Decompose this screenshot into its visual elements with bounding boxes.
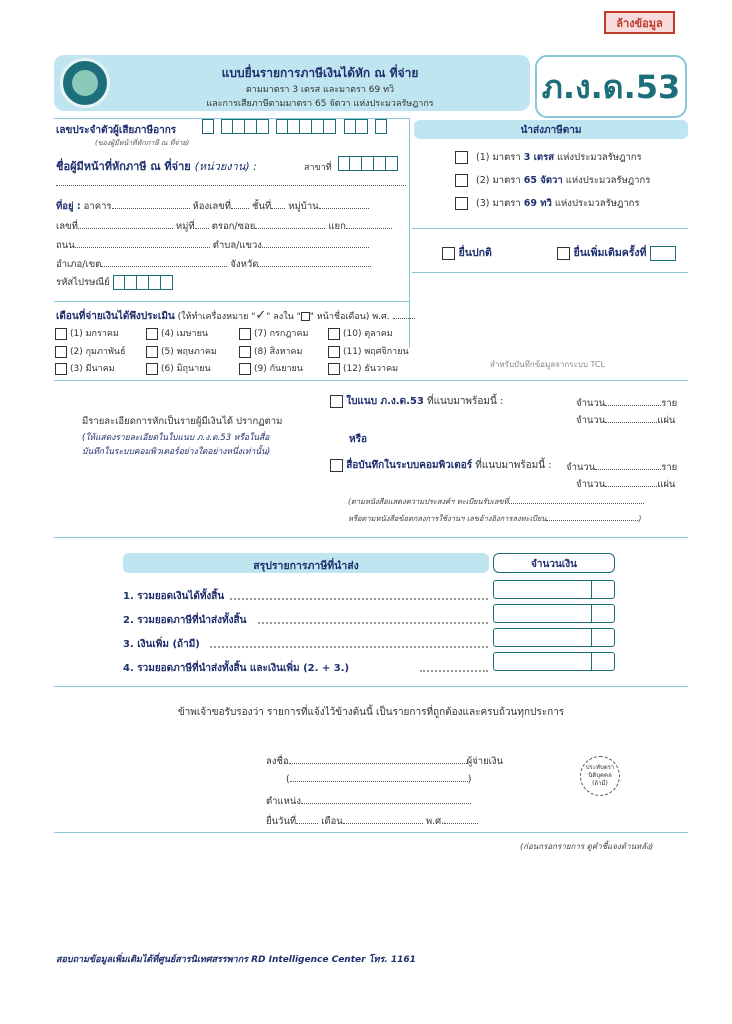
footer-contact: สอบถามข้อมูลเพิ่มเติมได้ที่ศูนย์สารนิเทศสรรพากร RD Intelligence Center โทร. 1161 xyxy=(56,955,416,965)
option-1-post: แห่งประมวลรัษฎากร xyxy=(557,152,642,163)
village-label: หมู่บ้าน xyxy=(288,201,319,212)
position-label: ตำแหน่ง xyxy=(266,796,302,807)
attachment-2-qty-1 xyxy=(566,460,677,475)
date-year-input[interactable] xyxy=(444,823,478,824)
month-4[interactable] xyxy=(146,326,208,340)
signature-row xyxy=(266,754,503,769)
soi-input[interactable] xyxy=(255,228,325,229)
month-5[interactable] xyxy=(146,344,217,358)
additional-filing-input[interactable] xyxy=(650,246,676,261)
surcharge-input[interactable] xyxy=(493,628,615,647)
registration-note-1 xyxy=(348,496,644,508)
summary-dots-2 xyxy=(258,622,488,624)
option-2-bold: 65 จัตวา xyxy=(523,175,563,186)
month-6-label: (6) มิถุนายน xyxy=(161,364,211,374)
soi-label: ตรอก/ซอย xyxy=(211,221,256,232)
month-9-label: (9) กันยายน xyxy=(254,364,303,374)
month-2[interactable] xyxy=(55,344,126,358)
road-input[interactable] xyxy=(75,247,210,248)
registration-number-input[interactable] xyxy=(509,503,644,504)
rd-logo xyxy=(60,58,110,108)
option-3-num: (3) xyxy=(476,198,490,209)
province-input[interactable] xyxy=(258,266,371,267)
date-row xyxy=(266,814,478,829)
postcode-input[interactable] xyxy=(113,277,173,288)
month-hint-a: (ให้ทำเครื่องหมาย " xyxy=(177,312,256,322)
summary-dots-3 xyxy=(210,646,488,648)
month-hint-c: " หน้าชื่อเดือน) พ.ศ. xyxy=(309,312,390,322)
qty-label: จำนวน xyxy=(576,415,606,426)
normal-filing-label: ยื่นปกติ xyxy=(458,247,492,259)
month-9[interactable] xyxy=(239,361,303,375)
room-input[interactable] xyxy=(231,208,249,209)
month-header xyxy=(56,308,415,324)
option-1-bold: 3 เตรส xyxy=(523,152,555,163)
qty-label: จำนวน xyxy=(576,398,606,409)
payer-name-unit: (หน่วยงาน) : xyxy=(194,160,257,173)
number-label: เลขที่ xyxy=(56,221,78,232)
seal-line-3: (ถ้ามี) xyxy=(592,780,608,787)
month-5-label: (5) พฤษภาคม xyxy=(161,347,217,357)
sign-label: ลงชื่อ xyxy=(266,756,289,767)
day-input[interactable] xyxy=(296,823,318,824)
form-subtitle-1: ตามมาตรา 3 เตรส และมาตรา 69 ทวิ xyxy=(245,85,395,95)
check-mark-icon: ✓ xyxy=(255,308,267,323)
month-1-checkbox[interactable] xyxy=(55,328,67,340)
attachment-1-qty-2 xyxy=(576,413,675,428)
month-7[interactable] xyxy=(239,326,308,340)
postcode-row xyxy=(56,275,173,290)
province-label: จังหวัด xyxy=(230,259,259,270)
form-subtitle-2: และการเสียภาษีตามมาตรา 65 จัตวา แห่งประมวลรัษฎากร xyxy=(206,99,434,109)
registration-note-2 xyxy=(348,513,641,525)
attachment-2-qty-2 xyxy=(576,477,675,492)
month-11[interactable] xyxy=(328,344,409,358)
total-income-input[interactable] xyxy=(493,580,615,599)
section-option-2[interactable] xyxy=(455,173,650,188)
floor-input[interactable] xyxy=(271,208,285,209)
attachment-1-qty-1 xyxy=(576,396,677,411)
month-9-checkbox[interactable] xyxy=(239,363,251,375)
month-10-checkbox[interactable] xyxy=(328,328,340,340)
option-3-post: แห่งประมวลรัษฎากร xyxy=(554,198,640,209)
attachment-option-2[interactable] xyxy=(330,458,552,473)
or-label: หรือ xyxy=(349,434,367,445)
registration-ref-input[interactable] xyxy=(546,520,638,521)
additional-filing-checkbox[interactable] xyxy=(557,247,570,260)
summary-row-2-label: 2. รวมยอดภาษีที่นำส่งทั้งสิ้น xyxy=(123,615,247,626)
grand-total-input[interactable] xyxy=(493,652,615,671)
summary-row-3 xyxy=(123,637,200,652)
company-seal xyxy=(580,756,620,796)
address-row-4 xyxy=(56,257,371,272)
month-10-label: (10) ตุลาคม xyxy=(343,329,393,339)
summary-row-1 xyxy=(123,589,224,604)
turn-page-note: (ก่อนกรอกรายการ ดูคำชี้แจงด้านหลัง) xyxy=(520,842,654,851)
date-label: ยื่นวันที่ xyxy=(266,816,297,827)
month-12-label: (12) ธันวาคม xyxy=(343,364,399,374)
payer-name-input[interactable] xyxy=(56,185,406,186)
yaek-input[interactable] xyxy=(346,228,392,229)
option-2-pre: มาตรา xyxy=(492,175,521,186)
moo-label: หมู่ที่ xyxy=(175,221,195,232)
subdistrict-input[interactable] xyxy=(262,247,369,248)
district-label: อำเภอ/เขต xyxy=(56,259,102,270)
tax-id-note: (ของผู้มีหน้าที่หักภาษี ณ ที่จ่าย) xyxy=(95,139,190,147)
month-4-checkbox[interactable] xyxy=(146,328,158,340)
seal-line-1: ประทับตรา xyxy=(585,764,615,771)
month-3-checkbox[interactable] xyxy=(55,363,67,375)
month-5-checkbox[interactable] xyxy=(146,346,158,358)
paren-open: ( xyxy=(286,774,290,785)
postcode-label: รหัสไปรษณีย์ xyxy=(56,277,110,288)
option-1-num: (1) xyxy=(476,152,490,163)
floor-label: ชั้นที่ xyxy=(252,201,272,212)
normal-filing-option[interactable] xyxy=(442,244,492,261)
payer-name-label xyxy=(56,157,257,175)
address-row-2 xyxy=(56,219,392,234)
year-label: พ.ศ. xyxy=(425,816,445,827)
tax-id-input[interactable] xyxy=(202,119,387,134)
month-3[interactable] xyxy=(55,361,115,375)
number-input[interactable] xyxy=(78,228,173,229)
normal-filing-checkbox[interactable] xyxy=(442,247,455,260)
signer-name-row xyxy=(286,774,471,785)
district-input[interactable] xyxy=(101,266,227,267)
form-title: แบบยื่นรายการภาษีเงินได้หัก ณ ที่จ่าย xyxy=(221,66,419,80)
signature-input[interactable] xyxy=(289,763,467,764)
month-title: เดือนที่จ่ายเงินได้พึงประเมิน xyxy=(56,311,175,322)
attachment-1-page-input[interactable] xyxy=(605,422,657,423)
section-3-checkbox[interactable] xyxy=(455,197,468,210)
attachment-desc-1: มีรายละเอียดการหักเป็นรายผู้มีเงินได้ ปรากฏตาม xyxy=(82,416,283,427)
village-input[interactable] xyxy=(319,208,369,209)
amount-header-label: จำนวนเงิน xyxy=(531,559,577,570)
section-option-1[interactable] xyxy=(455,150,642,165)
attachment-media-rest: ที่แนบมาพร้อมนี้ : xyxy=(475,460,552,471)
unit-page-label: แผ่น xyxy=(657,415,676,426)
month-input[interactable] xyxy=(343,823,423,824)
form-code: ภ.ง.ด.53 xyxy=(541,68,681,106)
section-2-checkbox[interactable] xyxy=(455,174,468,187)
attachment-2-rai-input[interactable] xyxy=(595,469,661,470)
month-hint-b: " ลงใน " xyxy=(266,312,301,322)
summary-row-1-label: 1. รวมยอดเงินได้ทั้งสิ้น xyxy=(123,591,225,602)
checkbox-sample-icon xyxy=(301,312,310,321)
moo-input[interactable] xyxy=(195,228,209,229)
option-3-bold: 69 ทวิ xyxy=(523,198,552,209)
attachment-form-label: ใบแนบ ภ.ง.ด.53 xyxy=(346,396,424,407)
tcl-note: สำหรับบันทึกข้อมูลจากระบบ TCL xyxy=(490,360,605,369)
position-row xyxy=(266,794,471,809)
summary-row-4 xyxy=(123,661,349,676)
month-11-label: (11) พฤศจิกายน xyxy=(343,347,409,357)
month-7-label: (7) กรกฎาคม xyxy=(254,329,309,339)
room-label: ห้องเลขที่ xyxy=(192,201,231,212)
registration-note-1-text: (ตามหนังสือแสดงความประสงค์ฯ ทะเบียนรับเลขที่ xyxy=(348,497,509,506)
section-option-3[interactable] xyxy=(455,196,640,211)
paren-close: ) xyxy=(467,774,472,785)
option-3-pre: มาตรา xyxy=(492,198,521,209)
summary-dots-1 xyxy=(230,598,488,600)
signer-name-input[interactable] xyxy=(290,781,468,782)
summary-row-3-label: 3. เงินเพิ่ม (ถ้ามี) xyxy=(123,639,200,650)
month-2-checkbox[interactable] xyxy=(55,346,67,358)
month-8-checkbox[interactable] xyxy=(239,346,251,358)
month-11-checkbox[interactable] xyxy=(328,346,340,358)
additional-filing-label: ยื่นเพิ่มเติมครั้งที่ xyxy=(573,247,647,259)
attachment-desc-2: (ให้แสดงรายละเอียดในใบแนบ ภ.ง.ด.53 หรือในสื่อ xyxy=(82,433,270,443)
month-7-checkbox[interactable] xyxy=(239,328,251,340)
month-label: เดือน xyxy=(321,816,343,827)
year-input[interactable] xyxy=(393,318,415,319)
section-1-checkbox[interactable] xyxy=(455,151,468,164)
option-2-post: แห่งประมวลรัษฎากร xyxy=(565,175,651,186)
address-label: ที่อยู่ : xyxy=(56,201,81,212)
total-tax-input[interactable] xyxy=(493,604,615,623)
tax-id-label: เลขประจำตัวผู้เสียภาษีอากร xyxy=(56,125,177,136)
qty-label: จำนวน xyxy=(576,479,606,490)
summary-dots-4 xyxy=(420,670,488,672)
month-6[interactable] xyxy=(146,361,211,375)
clear-button[interactable]: ล้างข้อมูล xyxy=(604,11,675,34)
payer-label: ผู้จ่ายเงิน xyxy=(466,756,504,767)
road-label: ถนน xyxy=(56,240,75,251)
month-4-label: (4) เมษายน xyxy=(161,329,209,339)
attachment-desc-3: บันทึกในระบบคอมพิวเตอร์อย่างใดอย่างหนึ่งเท่านั้น) xyxy=(82,447,271,457)
summary-row-2 xyxy=(123,613,246,628)
yaek-label: แยก xyxy=(328,221,346,232)
summary-row-4-label: 4. รวมยอดภาษีที่นำส่งทั้งสิ้น และเงินเพิ่ม (2. + 3.) xyxy=(123,663,350,674)
branch-label: สาขาที่ xyxy=(304,163,332,173)
option-1-pre: มาตรา xyxy=(492,152,521,163)
summary-title: สรุปรายการภาษีที่นำส่ง xyxy=(253,560,359,572)
additional-filing-option[interactable] xyxy=(557,244,676,261)
building-input[interactable] xyxy=(112,208,190,209)
month-1[interactable] xyxy=(55,326,119,340)
attachment-media-checkbox[interactable] xyxy=(330,459,343,472)
registration-note-2-end: ) xyxy=(638,514,642,523)
month-12-checkbox[interactable] xyxy=(328,363,340,375)
unit-rai-label: ราย xyxy=(661,398,678,409)
submit-title: นำส่งภาษีตาม xyxy=(520,125,582,136)
branch-input[interactable] xyxy=(338,156,398,171)
month-3-label: (3) มีนาคม xyxy=(70,364,115,374)
attachment-1-rai-input[interactable] xyxy=(605,405,661,406)
building-label: อาคาร xyxy=(83,201,112,212)
position-input[interactable] xyxy=(301,803,471,804)
seal-line-2: นิติบุคคล xyxy=(588,772,612,779)
month-8[interactable] xyxy=(239,344,302,358)
month-8-label: (8) สิงหาคม xyxy=(254,347,303,357)
month-10[interactable] xyxy=(328,326,393,340)
registration-note-2-text: หรือตามหนังสือข้อตกลงการใช้งานฯ เลขอ้างอิงการลงทะเบียน xyxy=(348,514,547,523)
month-12[interactable] xyxy=(328,361,398,375)
payer-name-text: ชื่อผู้มีหน้าที่หักภาษี ณ ที่จ่าย xyxy=(56,160,191,173)
address-row-1 xyxy=(56,199,408,214)
subdistrict-label: ตำบล/แขวง xyxy=(212,240,262,251)
month-1-label: (1) มกราคม xyxy=(70,329,119,339)
unit-rai-label: ราย xyxy=(661,462,678,473)
month-2-label: (2) กุมภาพันธ์ xyxy=(70,347,126,357)
attachment-form-rest: ที่แนบมาพร้อมนี้ : xyxy=(427,396,504,407)
month-6-checkbox[interactable] xyxy=(146,363,158,375)
attachment-option-1[interactable] xyxy=(330,394,503,409)
address-row-3 xyxy=(56,238,369,253)
attachment-form-checkbox[interactable] xyxy=(330,395,343,408)
attachment-2-page-input[interactable] xyxy=(605,486,657,487)
qty-label: จำนวน xyxy=(566,462,596,473)
certification-statement: ข้าพเจ้าขอรับรองว่า รายการที่แจ้งไว้ข้างต้นนี้ เป็นรายการที่ถูกต้องและครบถ้วนทุกประการ xyxy=(177,707,565,718)
unit-page-label: แผ่น xyxy=(657,479,676,490)
attachment-media-label: สื่อบันทึกในระบบคอมพิวเตอร์ xyxy=(346,460,473,471)
option-2-num: (2) xyxy=(476,175,490,186)
